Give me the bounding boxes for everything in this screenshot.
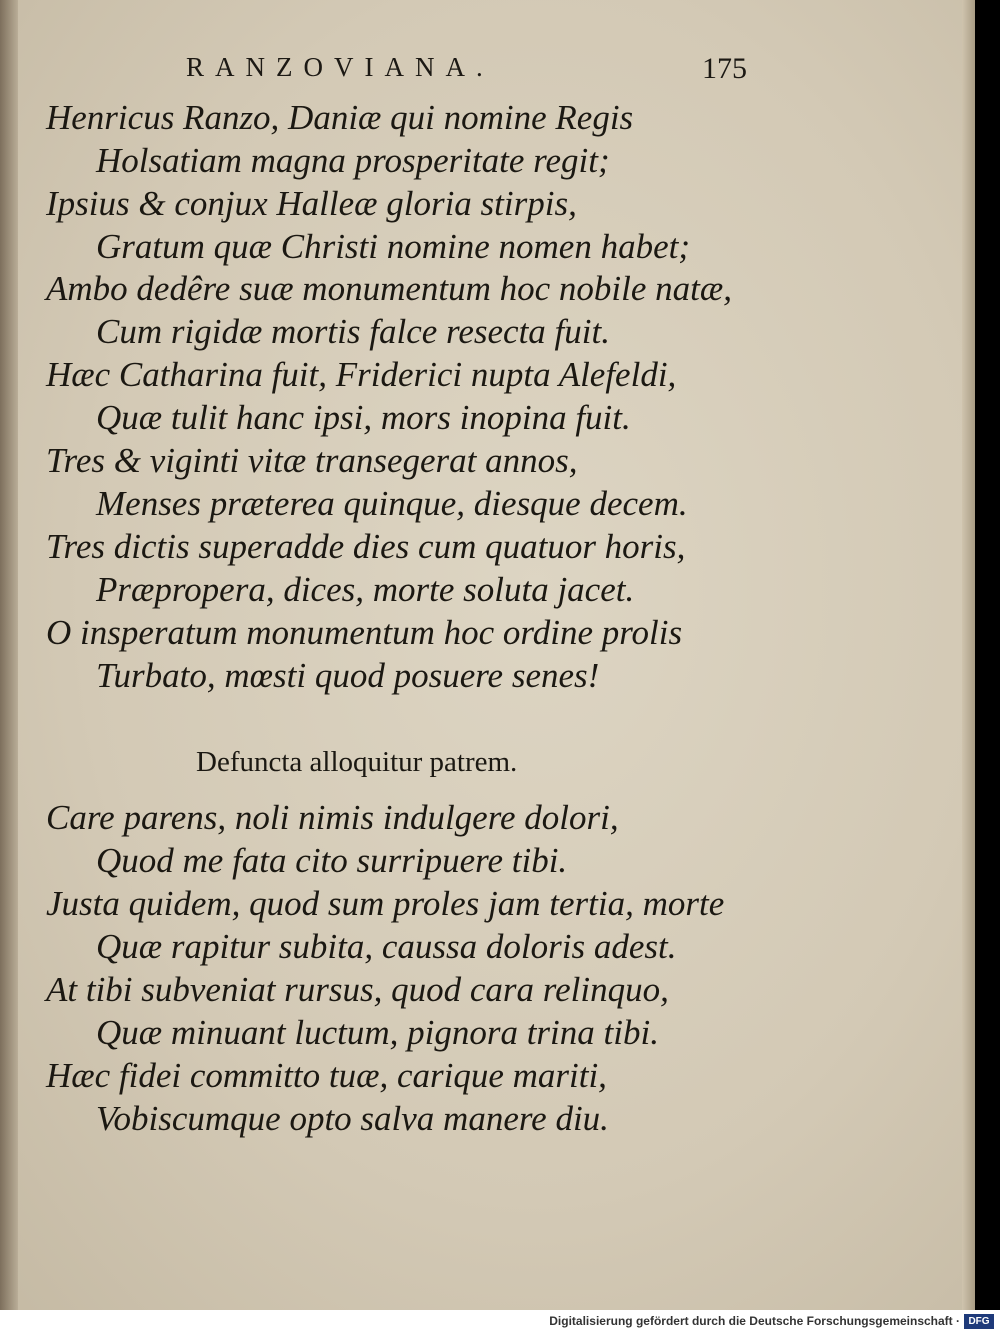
verse-line: Tres & viginti vitæ transegerat annos, xyxy=(46,441,578,480)
verse-line: Præpropera, dices, morte soluta jacet. xyxy=(96,570,635,609)
verse-line: Henricus Ranzo, Daniæ qui nomine Regis xyxy=(46,98,634,137)
verse-line: Ipsius & conjux Halleæ gloria stirpis, xyxy=(46,184,577,223)
verse-line: O insperatum monumentum hoc ordine prolis xyxy=(46,613,683,652)
verse-line: Hæc Catharina fuit, Friderici nupta Alefeldi, xyxy=(46,355,677,394)
verse-line: Ambo dedêre suæ monumentum hoc nobile natæ, xyxy=(46,269,732,308)
verse-line: Quod me fata cito surripuere tibi. xyxy=(96,841,568,880)
verse-line: At tibi subveniat rursus, quod cara relinquo, xyxy=(46,970,669,1009)
verse-line: Quæ tulit hanc ipsi, mors inopina fuit. xyxy=(96,398,631,437)
section-heading: Defuncta alloquitur patrem. xyxy=(196,746,518,778)
verse-line: Turbato, mœsti quod posuere senes! xyxy=(96,656,600,695)
verse-line: Quæ minuant luctum, pignora trina tibi. xyxy=(96,1013,659,1052)
verse-line: Cum rigidæ mortis falce resecta fuit. xyxy=(96,312,610,351)
verse-line: Justa quidem, quod sum proles jam tertia, morte xyxy=(46,884,725,923)
running-title: RANZOVIANA. xyxy=(186,52,494,82)
page-right-edge xyxy=(962,0,975,1310)
verse-line: Gratum quæ Christi nomine nomen habet; xyxy=(96,227,691,266)
verse-line: Holsatiam magna prosperitate regit; xyxy=(96,141,610,180)
digitization-footer xyxy=(0,1310,1000,1334)
verse-line: Hæc fidei committo tuæ, carique mariti, xyxy=(46,1056,607,1095)
verse-line: Care parens, noli nimis indulgere dolori, xyxy=(46,798,619,837)
verse-line: Menses præterea quinque, diesque decem. xyxy=(96,484,688,523)
page-gutter-shadow xyxy=(0,0,18,1310)
dfg-logo: DFG xyxy=(964,1314,994,1329)
page-number: 175 xyxy=(702,52,747,85)
verse-line: Quæ rapitur subita, caussa doloris adest. xyxy=(96,927,677,966)
verse-line: Tres dictis superadde dies cum quatuor horis, xyxy=(46,527,686,566)
funding-credit: Digitalisierung gefördert durch die Deutsche Forschungsgemeinschaft · xyxy=(549,1314,960,1328)
verse-line: Vobiscumque opto salva manere diu. xyxy=(96,1099,609,1138)
